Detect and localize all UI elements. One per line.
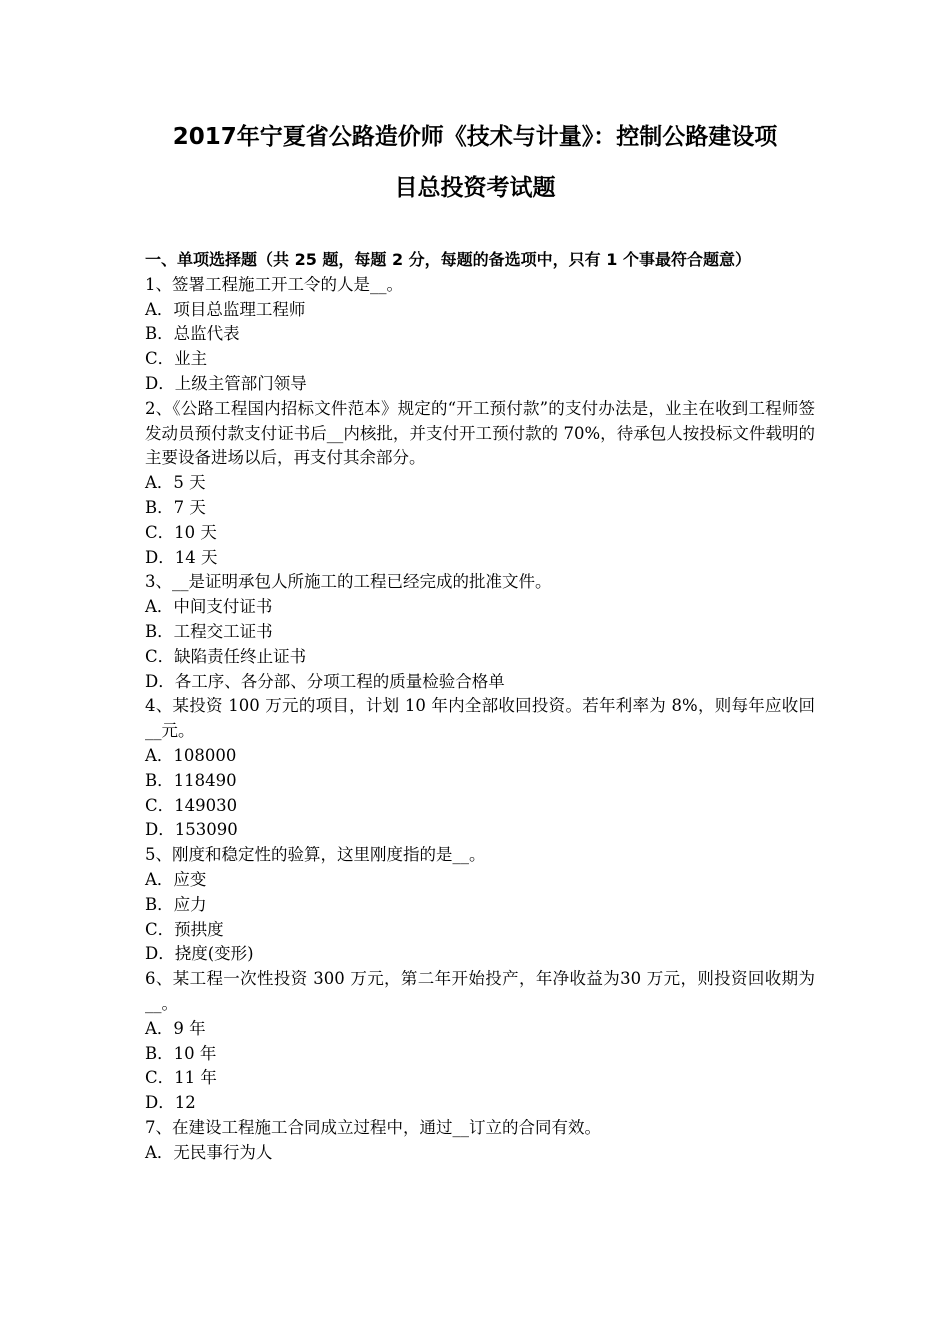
document-title-line-1: 2017年宁夏省公路造价师《技术与计量》：控制公路建设项 [172,124,778,150]
question-2 [145,397,815,571]
option-c: C．预拱度 [145,919,224,939]
option-b: B．7 天 [145,497,206,517]
option-c: C．10 天 [145,522,217,542]
document-title-line-2: 目总投资考试题 [394,175,556,201]
question-stem: 3、__是证明承包人所施工的工程已经完成的批准文件。 [145,572,552,592]
option-d: D．14 天 [145,547,218,567]
option-a: A．应变 [145,869,207,889]
option-d: D．12 [145,1093,196,1113]
option-d: D．挠度(变形) [145,944,254,964]
question-stem: 2、《公路工程国内招标文件范本》规定的“开工预付款”的支付办法是，业主在收到工程师签发动员预付款支付证书后__内核批，并支付开工预付款的 70%，待承包人按投标文件载明的主要设备进场以后，再支付其余部分。 [145,398,815,468]
question-1 [145,273,815,397]
question-stem: 6、某工程一次性投资 300 万元，第二年开始投产，年净收益为30 万元，则投资回收期为__。 [145,969,815,1013]
option-b: B．10 年 [145,1043,217,1063]
option-d: D．上级主管部门领导 [145,373,307,393]
option-d: D．153090 [145,820,238,840]
document-body [145,248,815,1165]
option-c: C．149030 [145,795,238,815]
question-stem: 7、在建设工程施工合同成立过程中，通过__订立的合同有效。 [145,1117,601,1137]
question-stem: 5、刚度和稳定性的验算，这里刚度指的是__。 [145,845,486,865]
question-5 [145,843,815,967]
option-a: A．5 天 [145,473,206,493]
option-a: A．无民事行为人 [145,1142,273,1162]
option-c: C．缺陷责任终止证书 [145,646,307,666]
question-stem: 1、签署工程施工开工令的人是__。 [145,274,403,294]
section-heading: 一、单项选择题（共 25 题，每题 2 分，每题的备选项中，只有 1 个事最符合题意） [145,250,751,269]
question-6 [145,967,815,1116]
option-b: B．118490 [145,770,237,790]
question-3 [145,570,815,694]
option-a: A．项目总监理工程师 [145,299,306,319]
option-b: B．应力 [145,894,207,914]
option-d: D．各工序、各分部、分项工程的质量检验合格单 [145,671,505,691]
option-b: B．总监代表 [145,324,240,344]
option-a: A．9 年 [145,1018,206,1038]
option-a: A．108000 [145,745,237,765]
option-a: A．中间支付证书 [145,597,273,617]
question-stem: 4、某投资 100 万元的项目，计划 10 年内全部收回投资。若年利率为 8%，则每年应收回__元。 [145,696,815,741]
option-b: B．工程交工证书 [145,621,273,641]
option-c: C．11 年 [145,1068,217,1088]
question-4 [145,694,815,843]
question-7 [145,1116,815,1166]
option-c: C．业主 [145,349,208,369]
